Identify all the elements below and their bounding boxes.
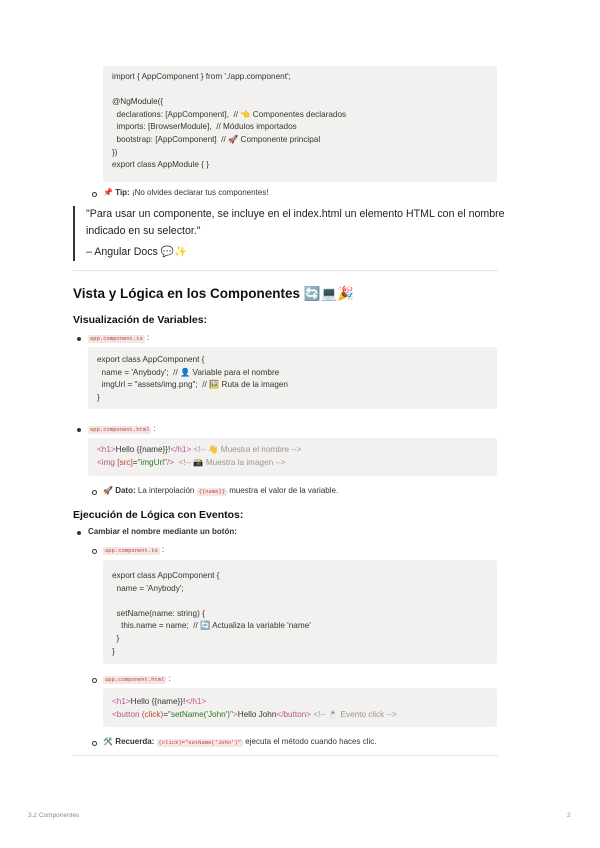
bullet-dot	[77, 428, 81, 432]
quote-text: "Para usar un componente, se incluye en el index.html un elemento HTML con el nombre indicado en su selector."	[86, 208, 505, 237]
divider	[73, 270, 498, 271]
code-line: imgUrl = "assets/img.png"; // 🖼️ Ruta de la imagen	[97, 380, 288, 390]
bullet-circle	[92, 741, 97, 746]
rocket-icon: 🚀	[103, 486, 113, 495]
code-vars-ts-text	[97, 354, 288, 404]
code-block-vars-ts	[88, 347, 497, 409]
code-line: this.name = name; // 🔄 Actualiza la variable 'name'	[112, 621, 311, 631]
code-line: name = 'Anybody';	[112, 583, 184, 593]
code-line: export class AppComponent {	[112, 571, 220, 580]
events-html-label: app.component.html :	[105, 674, 171, 683]
quote-author: – Angular Docs 💬✨	[86, 246, 188, 258]
code-line: name = 'Anybody'; // 👤 Variable para el nombre	[97, 367, 280, 377]
bullet-circle	[92, 192, 97, 197]
bullet-dot	[77, 337, 81, 341]
code-line: })	[112, 147, 118, 157]
bullet-circle	[92, 678, 97, 683]
code-block-events-ts	[103, 560, 497, 664]
bullet-circle	[92, 549, 97, 554]
code-line: export class AppComponent {	[97, 355, 205, 364]
code-line	[112, 84, 346, 97]
subheading-events: Ejecución de Lógica con Eventos:	[73, 509, 244, 521]
file-tag: app.component.html	[90, 426, 150, 433]
pin-icon: 📌	[103, 188, 113, 197]
section-title: Vista y Lógica en los Componentes 🔄💻🎉	[73, 286, 355, 301]
code-events-ts-text	[112, 570, 311, 658]
events-bullet: Cambiar el nombre mediante un botón:	[88, 527, 237, 536]
code-line: imports: [BrowserModule], // Módulos importados	[112, 122, 297, 132]
code-line: setName(name: string) {	[112, 608, 205, 618]
code-block-vars-html	[88, 438, 497, 476]
code-line: @NgModule({	[112, 97, 164, 107]
tip-label: Tip:	[115, 188, 130, 197]
code-line: }	[112, 633, 120, 643]
inline-code: {{name}}	[198, 488, 225, 495]
code-line: }	[97, 392, 100, 402]
tip-text: ¡No olvides declarar tus componentes!	[129, 188, 269, 197]
vars-html-label: app.component.html :	[90, 424, 156, 433]
tip-line	[103, 188, 268, 197]
code-block-events-html	[103, 688, 497, 727]
code-vars-html-line2: <img [src]="imgUrl"/> <!-- 📸 Muestra la imagen -->	[97, 458, 286, 467]
code-line: export class AppModule { }	[112, 160, 209, 170]
recuerda-line: 🛠️ Recuerda: (click)="setName('John')" ejecuta el método cuando haces clic.	[103, 737, 377, 746]
footer-chapter: 3.2 Componentes	[28, 812, 80, 819]
code-line	[112, 595, 311, 608]
blockquote	[73, 206, 526, 261]
code-events-html-line2: <button (click)="setName('John')">Hello John</button> <!-- 🖱️ Evento click -->	[112, 710, 397, 719]
code-block-module	[103, 66, 497, 182]
code-vars-html-line1: <h1>Hello {{name}}!</h1> <!-- 👋 Muestra el nombre -->	[97, 445, 302, 454]
code-line: }	[112, 646, 115, 656]
code-module-text	[112, 71, 346, 172]
file-tag: app.component.ts	[90, 335, 143, 342]
subheading-variables: Visualización de Variables:	[73, 314, 208, 326]
footer-page-number: 2	[567, 812, 571, 819]
file-tag: app.component.html	[105, 676, 165, 683]
bullet-circle	[92, 490, 97, 495]
code-events-html-line1: <h1>Hello {{name}}!</h1>	[112, 697, 207, 706]
events-ts-label: app.component.ts :	[105, 545, 165, 554]
divider	[73, 755, 498, 756]
inline-code: (click)="setName('John')"	[158, 739, 242, 746]
code-line: import { AppComponent } from './app.component';	[112, 72, 291, 81]
vars-ts-label: app.component.ts :	[90, 333, 150, 342]
file-tag: app.component.ts	[105, 547, 158, 554]
code-line: bootstrap: [AppComponent] // 🚀 Componente principal	[112, 134, 321, 144]
code-line: declarations: [AppComponent], // 👈 Componentes declarados	[112, 109, 347, 119]
bullet-dot	[77, 531, 81, 535]
tools-icon: 🛠️	[103, 737, 113, 746]
dato-line: 🚀 Dato: La interpolación {{name}} muestra el valor de la variable.	[103, 486, 339, 495]
